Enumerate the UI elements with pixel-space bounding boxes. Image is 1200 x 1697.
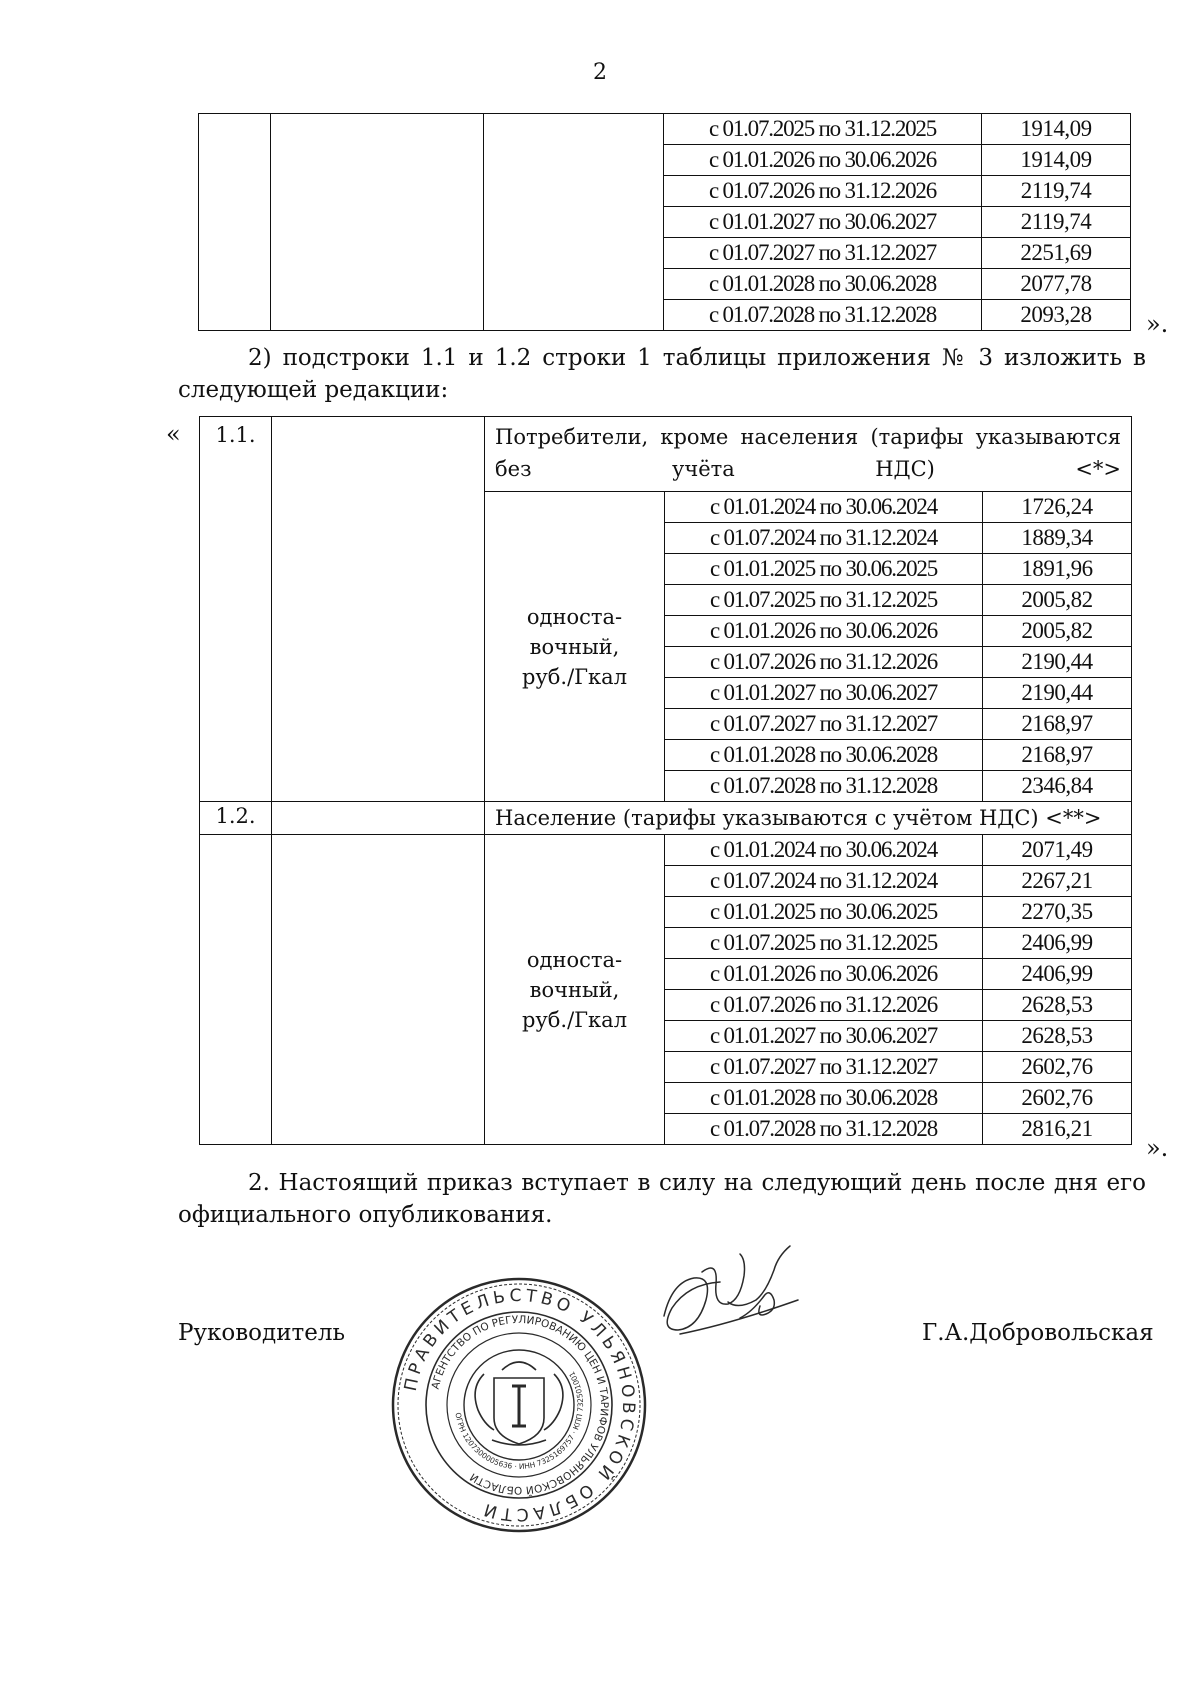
value-cell: 2168,97	[983, 740, 1132, 771]
section_2-unit-cell	[485, 835, 665, 1145]
period-cell: с 01.07.2028 по 31.12.2028	[664, 300, 982, 331]
section-1-empty-cell	[272, 417, 485, 802]
handwritten-signature	[650, 1238, 820, 1358]
signatory-position: Руководитель	[178, 1320, 345, 1346]
period-cell: с 01.07.2025 по 31.12.2025	[665, 585, 983, 616]
page-number: 2	[593, 60, 607, 85]
seal-codes-text: ОГРН 1207300005636 · ИНН 7325169757 · КПП 732501001	[453, 1369, 586, 1472]
tariff-table-main	[199, 416, 1132, 1145]
period-cell: с 01.01.2028 по 30.06.2028	[664, 269, 982, 300]
value-cell: 2602,76	[983, 1052, 1132, 1083]
value-cell: 2602,76	[983, 1083, 1132, 1114]
opening-quote: «	[166, 420, 181, 448]
period-cell: с 01.01.2027 по 30.06.2027	[665, 1021, 983, 1052]
period-cell: с 01.01.2028 по 30.06.2028	[665, 1083, 983, 1114]
empty-cell	[484, 114, 664, 331]
period-cell: с 01.07.2028 по 31.12.2028	[665, 1114, 983, 1145]
closing-quote-table-2: ».	[1146, 1134, 1169, 1162]
empty-cell	[199, 114, 271, 331]
period-cell: с 01.01.2024 по 30.06.2024	[665, 835, 983, 866]
paragraph-amendment: 2) подстроки 1.1 и 1.2 строки 1 таблицы приложения № 3 изложить в следующей редакции:	[178, 345, 1146, 403]
section-1-header-row	[200, 417, 1132, 492]
official-seal	[388, 1274, 650, 1536]
unit-line: односта-	[526, 604, 623, 629]
section-1-header: Потребители, кроме населения (тарифы указываются без учёта НДС) <*>	[485, 417, 1132, 492]
closing-quote-table-1: ».	[1146, 310, 1169, 338]
paragraph-entry-into-force: 2. Настоящий приказ вступает в силу на следующий день после дня его официального опубликования.	[178, 1170, 1146, 1228]
section_2-header: Население (тарифы указываются с учётом НДС) <**>	[485, 802, 1132, 835]
period-cell: с 01.01.2024 по 30.06.2024	[665, 492, 983, 523]
unit-line: односта-	[526, 947, 623, 972]
value-cell: 2093,28	[982, 300, 1131, 331]
value-cell: 2816,21	[983, 1114, 1132, 1145]
value-cell: 1914,09	[982, 145, 1131, 176]
period-cell: с 01.07.2027 по 31.12.2027	[665, 1052, 983, 1083]
signatory-name: Г.А.Добровольская	[922, 1320, 1154, 1346]
value-cell: 2267,21	[983, 866, 1132, 897]
value-cell: 2190,44	[983, 647, 1132, 678]
period-cell: с 01.07.2024 по 31.12.2024	[665, 523, 983, 554]
period-cell: с 01.07.2025 по 31.12.2025	[665, 928, 983, 959]
period-cell: с 01.01.2026 по 30.06.2026	[665, 616, 983, 647]
value-cell: 2406,99	[983, 928, 1132, 959]
value-cell: 1889,34	[983, 523, 1132, 554]
seal-inner-text: АГЕНТСТВО ПО РЕГУЛИРОВАНИЮ ЦЕН И ТАРИФОВ УЛЬЯНОВСКОЙ ОБЛАСТИ	[429, 1313, 611, 1497]
period-cell: с 01.01.2027 по 30.06.2027	[665, 678, 983, 709]
value-cell: 2270,35	[983, 897, 1132, 928]
value-cell: 2119,74	[982, 176, 1131, 207]
value-cell: 2071,49	[983, 835, 1132, 866]
value-cell: 2628,53	[983, 990, 1132, 1021]
empty-cell	[271, 114, 484, 331]
empty-cell	[272, 835, 485, 1145]
period-cell: с 01.01.2026 по 30.06.2026	[665, 959, 983, 990]
section_2-empty-cell	[272, 802, 485, 835]
value-cell: 2628,53	[983, 1021, 1132, 1052]
period-cell: с 01.07.2026 по 31.12.2026	[665, 647, 983, 678]
unit-line: вочный,	[529, 634, 620, 659]
period-cell: с 01.07.2024 по 31.12.2024	[665, 866, 983, 897]
table-row	[200, 835, 1132, 866]
period-cell: с 01.01.2025 по 30.06.2025	[665, 897, 983, 928]
unit-line: вочный,	[529, 977, 620, 1002]
value-cell: 2406,99	[983, 959, 1132, 990]
tariff-table-continuation	[198, 113, 1131, 331]
section_2-index: 1.2.	[200, 802, 272, 835]
period-cell: с 01.07.2027 по 31.12.2027	[665, 709, 983, 740]
section-1-index: 1.1.	[200, 417, 272, 802]
table-row	[199, 114, 1131, 145]
period-cell: с 01.07.2027 по 31.12.2027	[664, 238, 982, 269]
period-cell: с 01.01.2025 по 30.06.2025	[665, 554, 983, 585]
value-cell: 1726,24	[983, 492, 1132, 523]
period-cell: с 01.01.2027 по 30.06.2027	[664, 207, 982, 238]
period-cell: с 01.07.2028 по 31.12.2028	[665, 771, 983, 802]
value-cell: 2005,82	[983, 616, 1132, 647]
unit-line: руб./Гкал	[521, 1007, 628, 1032]
period-cell: с 01.01.2028 по 30.06.2028	[665, 740, 983, 771]
coat-of-arms-icon	[475, 1362, 563, 1445]
value-cell: 2077,78	[982, 269, 1131, 300]
value-cell: 2168,97	[983, 709, 1132, 740]
value-cell: 2346,84	[983, 771, 1132, 802]
value-cell: 2190,44	[983, 678, 1132, 709]
section_1-unit-cell	[485, 492, 665, 802]
section_2-header-row	[200, 802, 1132, 835]
value-cell: 2119,74	[982, 207, 1131, 238]
value-cell: 1914,09	[982, 114, 1131, 145]
unit-line: руб./Гкал	[521, 664, 628, 689]
period-cell: с 01.07.2026 по 31.12.2026	[665, 990, 983, 1021]
value-cell: 1891,96	[983, 554, 1132, 585]
period-cell: с 01.01.2026 по 30.06.2026	[664, 145, 982, 176]
value-cell: 2005,82	[983, 585, 1132, 616]
period-cell: с 01.07.2026 по 31.12.2026	[664, 176, 982, 207]
empty-cell	[200, 835, 272, 1145]
seal-outer-text: ПРАВИТЕЛЬСТВО УЛЬЯНОВСКОЙ ОБЛАСТИ	[400, 1285, 639, 1525]
period-cell: с 01.07.2025 по 31.12.2025	[664, 114, 982, 145]
value-cell: 2251,69	[982, 238, 1131, 269]
